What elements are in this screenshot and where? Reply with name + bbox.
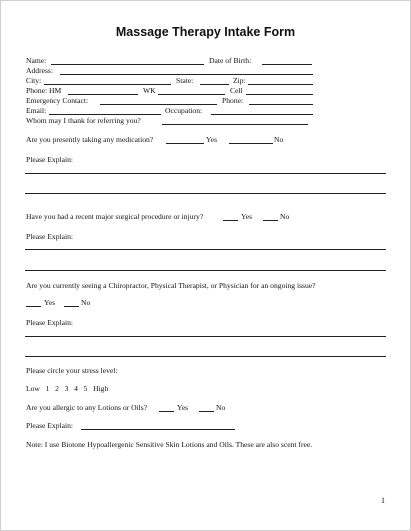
q3-no-blank[interactable] [64,306,79,307]
phone-hm-label: Phone: HM [26,86,62,95]
q4-explain-label: Please Explain: [26,421,74,430]
q1-text: Are you presently taking any medication? [26,135,154,144]
email-field[interactable] [49,114,161,115]
q3-yes-blank[interactable] [26,306,41,307]
q1-yes-label: Yes [206,135,218,144]
page-number: 1 [381,496,385,505]
cell-label: Cell [230,86,243,95]
q3-yes-label: Yes [44,298,56,307]
q2-explain-label: Please Explain: [26,232,74,241]
address-label: Address: [26,66,53,75]
q3-text: Are you currently seeing a Chiropractor, Physical Therapist, or Physician for an ongoing issue? [26,281,316,290]
q4-explain-field[interactable] [81,429,235,430]
q2-no-label: No [280,212,290,221]
q4-yes-blank[interactable] [159,411,174,412]
state-field[interactable] [200,84,229,85]
name-label: Name: [26,56,47,65]
q1-yes-blank[interactable] [166,143,204,144]
name-field[interactable] [51,64,204,65]
note-text: Note: I use Biotone Hypoallergenic Sensitive Skin Lotions and Oils. These are also scent free. [26,440,313,449]
q3-explain-line[interactable] [25,356,386,357]
q3-explain-line[interactable] [25,336,386,337]
occupation-label: Occupation: [165,106,203,115]
q2-yes-label: Yes [241,212,253,221]
q1-no-blank[interactable] [229,143,273,144]
phone-wk-field[interactable] [158,94,225,95]
phone-wk-label: WK [143,86,156,95]
city-field[interactable] [44,84,171,85]
emergency-label: Emergency Contact: [26,96,89,105]
q2-no-blank[interactable] [263,220,278,221]
q1-explain-line[interactable] [25,173,386,174]
dob-field[interactable] [262,64,312,65]
q4-yes-label: Yes [177,403,189,412]
email-label: Email: [26,106,47,115]
q1-no-label: No [274,135,284,144]
q1-explain-label: Please Explain: [26,155,74,164]
q2-explain-line[interactable] [25,249,386,250]
emergency-field[interactable] [100,104,217,105]
zip-label: Zip: [233,76,246,85]
q2-explain-line[interactable] [25,270,386,271]
q3-explain-label: Please Explain: [26,318,74,327]
emergency-phone-label: Phone: [222,96,244,105]
referral-label: Whom may I thank for referring you? [26,116,141,125]
city-label: City: [26,76,42,85]
dob-label: Date of Birth: [209,56,252,65]
q2-yes-blank[interactable] [223,220,238,221]
stress-prompt: Please circle your stress level: [26,366,118,375]
q4-no-blank[interactable] [199,411,214,412]
occupation-field[interactable] [211,114,313,115]
referral-field[interactable] [162,124,308,125]
emergency-phone-field[interactable] [249,104,313,105]
q3-no-label: No [81,298,91,307]
phone-hm-field[interactable] [68,94,138,95]
state-label: State: [176,76,194,85]
address-field[interactable] [60,74,313,75]
q1-explain-line[interactable] [25,193,386,194]
stress-scale[interactable]: Low 1 2 3 4 5 High [26,384,109,393]
zip-field[interactable] [248,84,313,85]
q2-text: Have you had a recent major surgical procedure or injury? [26,212,204,221]
q4-text: Are you allergic to any Lotions or Oils? [26,403,148,412]
q4-no-label: No [216,403,226,412]
cell-field[interactable] [246,94,313,95]
form-title: Massage Therapy Intake Form [115,25,296,39]
